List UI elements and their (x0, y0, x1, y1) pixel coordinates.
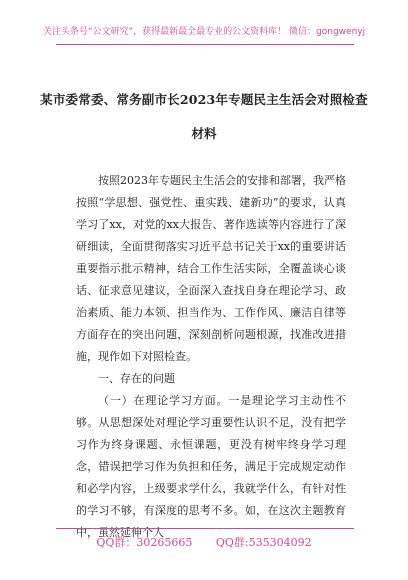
footer-qq-group-2: QQ群:535304092 (215, 536, 312, 549)
document-title: 某市委常委、常务副市长2023年专题民主生活会对照检查 (40, 92, 368, 107)
footer-divider (56, 528, 354, 529)
footer-qq-group-1: QQ群：30265665 (96, 536, 193, 549)
document-body (76, 170, 346, 544)
body-paragraph-theory: （一）在理论学习方面。一是理论学习主动性不够。从思想深处对理论学习重要性认识不足，没有把学习作为终身课题、永恒课题，更没有树牢终身学习理念，错误把学习作为负担和任务，满足于完成规定动作和必学内容，上级要求学什么，我就学什么，有针对性的学习不够，有深度的思考不多。如，在这次主题教育中，虽然延伸个人 (76, 394, 346, 539)
document-title-continued: 材料 (191, 126, 217, 141)
body-paragraph-intro: 按照2023年专题民主生活会的安排和部署，我严格按照“学思想、强党性、重实践、建新功”的要求，认真学习了xx，对党的xx大报告、著作选读等内容进行了深研细读，全面贯彻落实习近平总书记关于xx的重要讲话重要指示批示精神，结合工作生活实际，全覆盖谈心谈话、征求意见建议，全面深入查找自身在理论学习、政治素质、能力本领、担当作为、工作作风、廉洁自律等方面存在的突出问题，深刻剖析问题根源，找准改进措施，现作如下对照检查。 (76, 174, 346, 363)
header-note: 关注头条号“公文研究”，获得最新最全最专业的公文资料库！ 微信：gongwenyj (42, 27, 366, 37)
section-heading: 一、存在的问题 (98, 372, 175, 385)
footer (0, 534, 408, 550)
header-divider (56, 44, 354, 45)
